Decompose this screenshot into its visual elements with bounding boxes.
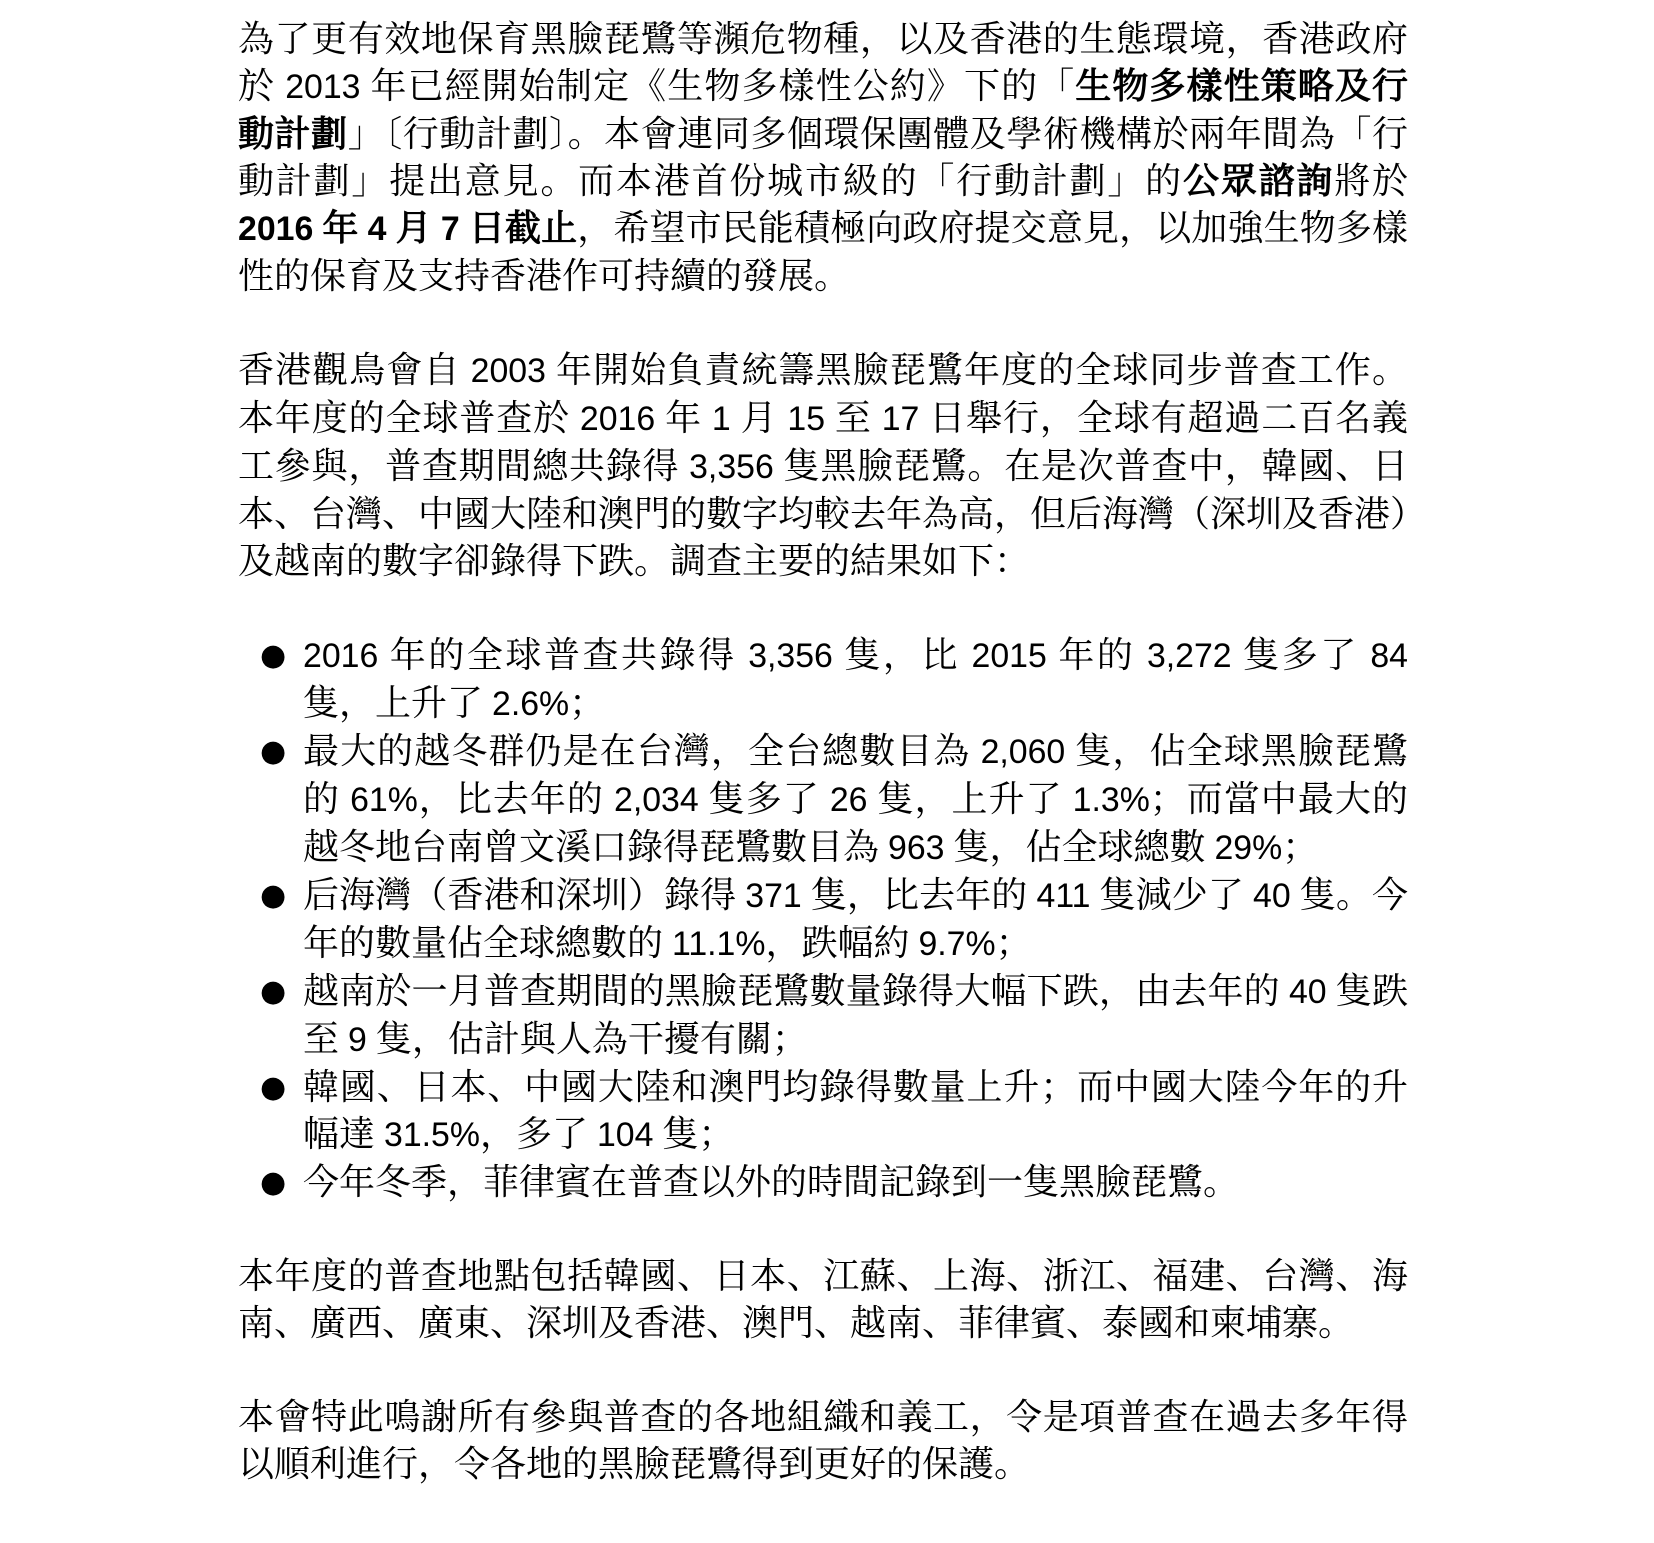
bullet-icon: ●	[260, 974, 287, 1009]
text-run: 為了更有效地保育黑臉琵鷺等瀕危物種，以及香港的生態環境，香港政府於 2013 年已經開始制定《生物多樣性公約》下的「	[238, 19, 1408, 106]
list-item-text: 2016 年的全球普查共錄得 3,356 隻，比 2015 年的 3,272 隻多了 84 隻，上升了 2.6%；	[303, 635, 1408, 723]
press-release-body	[238, 16, 1408, 1488]
text-run: 本會特此鳴謝所有參與普查的各地組織和義工，令是項普查在過去多年得以順利進行，令各地的黑臉琵鷺得到更好的保護。	[238, 1397, 1408, 1484]
bullet-icon: ●	[260, 1165, 287, 1200]
bullet-icon: ●	[260, 638, 287, 673]
list-item-text: 越南於一月普查期間的黑臉琵鷺數量錄得大幅下跌，由去年的 40 隻跌至 9 隻，估計與人為干擾有關；	[303, 971, 1408, 1059]
text-run-bold: 2016 年 4 月 7 日截止	[238, 208, 578, 248]
list-item	[238, 632, 1408, 728]
bullet-icon: ●	[260, 1070, 287, 1105]
text-run: 」〔行動計劃〕。本會連同多個環保團體及學術機構於兩年間為「行動計劃」提出意見。而本港首份城市級的「行動計劃」的	[238, 114, 1408, 201]
list-item	[238, 1159, 1408, 1206]
list-item-text: 今年冬季，菲律賓在普查以外的時間記錄到一隻黑臉琵鷺。	[303, 1162, 1240, 1202]
bullet-icon: ●	[260, 878, 287, 913]
list-item	[238, 1064, 1408, 1159]
text-run: 本年度的普查地點包括韓國、日本、江蘇、上海、浙江、福建、台灣、海南、廣西、廣東、深圳及香港、澳門、越南、菲律賓、泰國和柬埔寨。	[238, 1256, 1408, 1343]
text-run-bold: 公眾諮詢	[1182, 161, 1335, 201]
bullet-icon: ●	[260, 734, 287, 769]
list-item-text: 韓國、日本、中國大陸和澳門均錄得數量上升；而中國大陸今年的升幅達 31.5%，多了 104 隻；	[303, 1067, 1408, 1154]
list-item	[238, 872, 1408, 968]
paragraph-intro	[238, 16, 1408, 300]
paragraph-census-overview	[238, 347, 1408, 585]
text-run: ，希望市民能積極向政府提交意見，以加強生物多樣性的保育及支持香港作可持續的發展。	[238, 208, 1408, 296]
paragraph-acknowledgement	[238, 1394, 1408, 1488]
paragraph-census-sites	[238, 1253, 1408, 1347]
list-item	[238, 728, 1408, 872]
list-item-text: 最大的越冬群仍是在台灣，全台總數目為 2,060 隻，佔全球黑臉琵鷺的 61%，比去年的 2,034 隻多了 26 隻，上升了 1.3%；而當中最大的越冬地台南曾文溪口錄得琵鷺數目為 963 隻，佔全球總數 29%；	[303, 731, 1408, 867]
text-run: 將於	[1334, 161, 1408, 201]
text-run: 香港觀鳥會自 2003 年開始負責統籌黑臉琵鷺年度的全球同步普查工作。本年度的全球普查於 2016 年 1 月 15 至 17 日舉行，全球有超過二百名義工參與，普查期間總共錄得 3,356 隻黑臉琵鷺。在是次普查中，韓國、日本、台灣、中國大陸和澳門的數字均較去年為高，但后海灣（深圳及香港）及越南的數字卻錄得下跌。調查主要的結果如下：	[238, 350, 1409, 581]
text-run-bold: 生物多樣性策略及行動計劃	[238, 66, 1408, 154]
list-item-text: 后海灣（香港和深圳）錄得 371 隻，比去年的 411 隻減少了 40 隻。今年的數量佔全球總數的 11.1%，跌幅約 9.7%；	[303, 875, 1408, 963]
list-item	[238, 968, 1408, 1064]
census-results-list	[238, 632, 1408, 1206]
